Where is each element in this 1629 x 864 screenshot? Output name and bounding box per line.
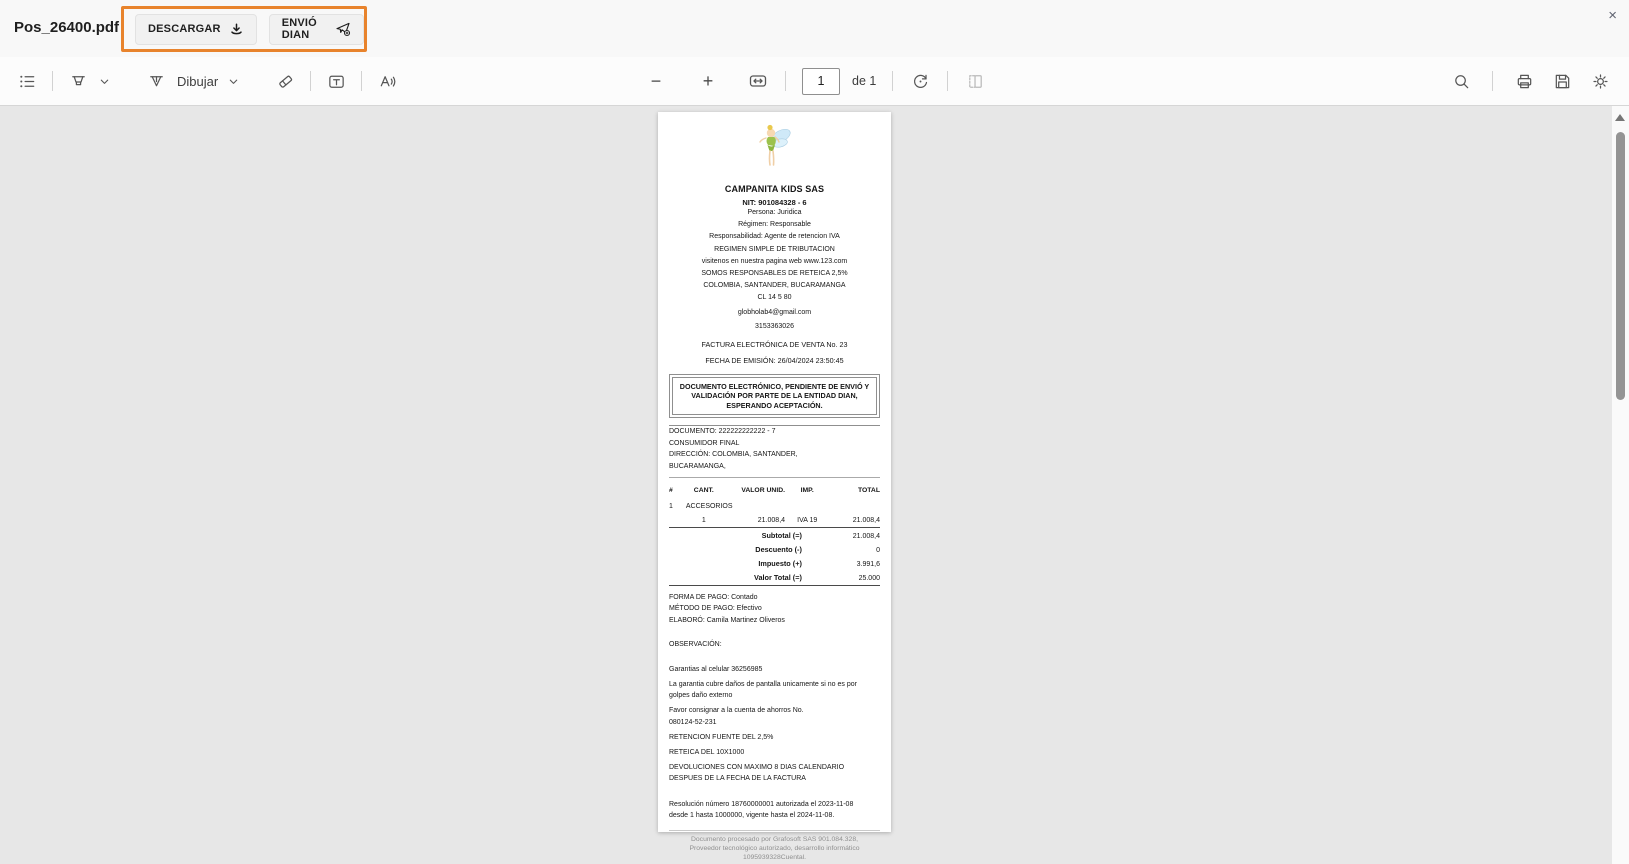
col-header-num: # — [669, 487, 673, 495]
print-icon[interactable] — [1513, 70, 1535, 92]
highlighter-dropdown-chevron-icon[interactable] — [99, 75, 111, 87]
page-count-label: de 1 — [852, 74, 877, 88]
customer-address: DIRECCIÓN: COLOMBIA, SANTANDER, BUCARAMANGA, — [669, 451, 798, 470]
divider — [669, 477, 880, 478]
payment-line: ELABORÓ: Camila Martinez Oliveros — [669, 616, 785, 624]
payment-line: MÉTODO DE PAGO: Efectivo — [669, 605, 762, 613]
send-dian-button-label: ENVIÓ DIAN — [281, 17, 317, 41]
item-cant: 1 — [701, 517, 706, 525]
draw-dropdown-chevron-icon[interactable] — [228, 75, 240, 87]
observation-line: RETEICA DEL 10X1000 — [669, 748, 745, 756]
company-info-line: Régimen: Responsable — [738, 221, 811, 229]
item-row-name — [669, 503, 880, 510]
toolbar-separator — [892, 71, 893, 91]
item-imp: IVA 19 — [797, 517, 818, 525]
emission-date: FECHA DE EMISIÓN: 26/04/2024 23:50:45 — [705, 356, 844, 366]
dian-notice-box — [669, 374, 880, 418]
company-phone: 3153363026 — [755, 322, 794, 330]
settings-gear-icon[interactable] — [1589, 70, 1611, 92]
app-header — [0, 0, 1629, 57]
total-row-subtotal — [669, 528, 880, 542]
company-info-line: visitenos en nuestra pagina web www.123.com — [701, 257, 848, 265]
total-value: 3.991,6 — [856, 561, 880, 569]
total-label: Descuento (-) — [755, 544, 802, 554]
vertical-scrollbar[interactable] — [1612, 106, 1629, 864]
company-info-line: COLOMBIA, SANTANDER, BUCARAMANGA — [703, 282, 846, 290]
company-nit: NIT: 901084328 - 6 — [742, 198, 807, 207]
fit-to-width-icon[interactable] — [747, 70, 769, 92]
customer-document: DOCUMENTO: 222222222222 - 7 — [669, 428, 776, 436]
observation-line: Favor consignar a la cuenta de ahorros No. 080124-52-231 — [669, 707, 804, 726]
observation-line: Garantias al celular 36256985 — [669, 665, 763, 673]
send-dian-button[interactable] — [269, 14, 364, 45]
observation-line: La garantia cubre daños de pantalla unicamente si no es por golpes daño externo — [669, 680, 857, 700]
total-label: Impuesto (+) — [758, 559, 802, 569]
total-value: 21.008,4 — [852, 532, 880, 540]
toolbar-right-group — [1450, 57, 1611, 105]
paper-plane-plus-icon — [335, 21, 351, 37]
item-number: 1 — [669, 503, 673, 511]
page-view-icon — [964, 70, 986, 92]
company-info-line: Persona: Juridica — [747, 209, 802, 216]
pdf-filename: Pos_26400.pdf — [14, 19, 120, 36]
company-info-line: Responsabilidad: Agente de retencion IVA — [709, 233, 840, 241]
toolbar-separator — [1492, 71, 1493, 91]
read-aloud-icon[interactable] — [376, 70, 398, 92]
download-icon — [229, 22, 244, 37]
item-name: ACCESORIOS — [685, 503, 733, 511]
toolbar-separator — [947, 71, 948, 91]
eraser-icon[interactable] — [274, 70, 296, 92]
item-valor: 21.008,4 — [757, 517, 786, 525]
resolution-text: Resolución número 18760000001 autorizada el 2023-11-08 desde 1 hasta 1000000, vigente hasta el 2024-11-08. — [669, 800, 854, 820]
col-header-total: TOTAL — [857, 487, 880, 495]
toolbar-separator — [310, 71, 311, 91]
customer-name: CONSUMIDOR FINAL — [669, 439, 740, 447]
scrollbar-up-arrow-icon[interactable] — [1615, 114, 1625, 121]
draw-pen-icon[interactable] — [145, 70, 167, 92]
total-row-descuento — [669, 542, 880, 556]
close-icon[interactable]: × — [1608, 7, 1617, 24]
divider — [669, 830, 880, 831]
company-logo — [669, 122, 880, 179]
search-icon[interactable] — [1450, 70, 1472, 92]
document-footer: Documento procesado por Grafosoft SAS 901.084.328, Proveedor tecnológico autorizado, desarrollo informático 1095939328Cuental. — [689, 835, 860, 862]
item-total: 21.008,4 — [852, 517, 880, 525]
download-button-label: DESCARGAR — [148, 23, 221, 35]
col-header-valor: VALOR UNID. — [741, 487, 786, 495]
add-text-icon[interactable] — [325, 70, 347, 92]
company-info-line: CL 14 5 80 — [757, 294, 792, 302]
zoom-in-icon[interactable]: + — [702, 71, 714, 91]
col-header-cant: CANT. — [693, 487, 714, 495]
draw-label[interactable]: Dibujar — [177, 73, 219, 89]
highlighter-icon[interactable] — [67, 70, 89, 92]
pdf-toolbar — [0, 57, 1629, 106]
pdf-viewport — [0, 106, 1629, 864]
page-number-input[interactable] — [802, 68, 840, 95]
company-info-line: SOMOS RESPONSABLES DE RETEICA 2,5% — [701, 270, 848, 278]
toolbar-center-group — [645, 57, 986, 105]
pdf-page — [658, 112, 891, 862]
total-value: 25.000 — [858, 575, 880, 583]
item-row-values — [669, 517, 880, 527]
download-button[interactable] — [135, 14, 257, 45]
fairy-logo-icon — [754, 122, 796, 179]
total-value: 0 — [876, 546, 880, 554]
save-icon[interactable] — [1551, 70, 1573, 92]
total-label: Valor Total (=) — [754, 573, 802, 583]
rotate-icon[interactable] — [909, 70, 931, 92]
total-label: Subtotal (=) — [761, 530, 802, 540]
observation-line: RETENCION FUENTE DEL 2,5% — [669, 733, 774, 741]
table-of-contents-icon[interactable] — [16, 70, 38, 92]
dian-notice-text: DOCUMENTO ELECTRÓNICO, PENDIENTE DE ENVIÓ Y VALIDACIÓN POR PARTE DE LA ENTIDAD DIAN, ESPERANDO ACEPTACIÓN. — [672, 377, 877, 415]
toolbar-left-group — [16, 57, 398, 105]
annotation-highlight-box — [121, 6, 367, 52]
total-row-impuesto — [669, 556, 880, 570]
observation-line: DEVOLUCIONES CON MAXIMO 8 DIAS CALENDARIO DESPUES DE LA FECHA DE LA FACTURA — [669, 763, 845, 783]
zoom-out-icon[interactable]: − — [650, 71, 662, 91]
col-header-imp: IMP. — [800, 487, 814, 495]
company-info-line: REGIMEN SIMPLE DE TRIBUTACION — [714, 245, 835, 253]
items-table-header — [669, 487, 880, 494]
toolbar-separator — [52, 71, 53, 91]
toolbar-separator — [361, 71, 362, 91]
company-name: CAMPANITA KIDS SAS — [724, 184, 825, 194]
total-row-valor-total — [669, 571, 880, 586]
toolbar-separator — [785, 71, 786, 91]
observation-title: OBSERVACIÓN: — [669, 641, 722, 649]
scrollbar-thumb[interactable] — [1616, 132, 1625, 400]
company-email: globholab4@gmail.com — [737, 308, 812, 316]
invoice-title: FACTURA ELECTRÓNICA DE VENTA No. 23 — [701, 340, 848, 350]
payment-line: FORMA DE PAGO: Contado — [669, 593, 758, 601]
